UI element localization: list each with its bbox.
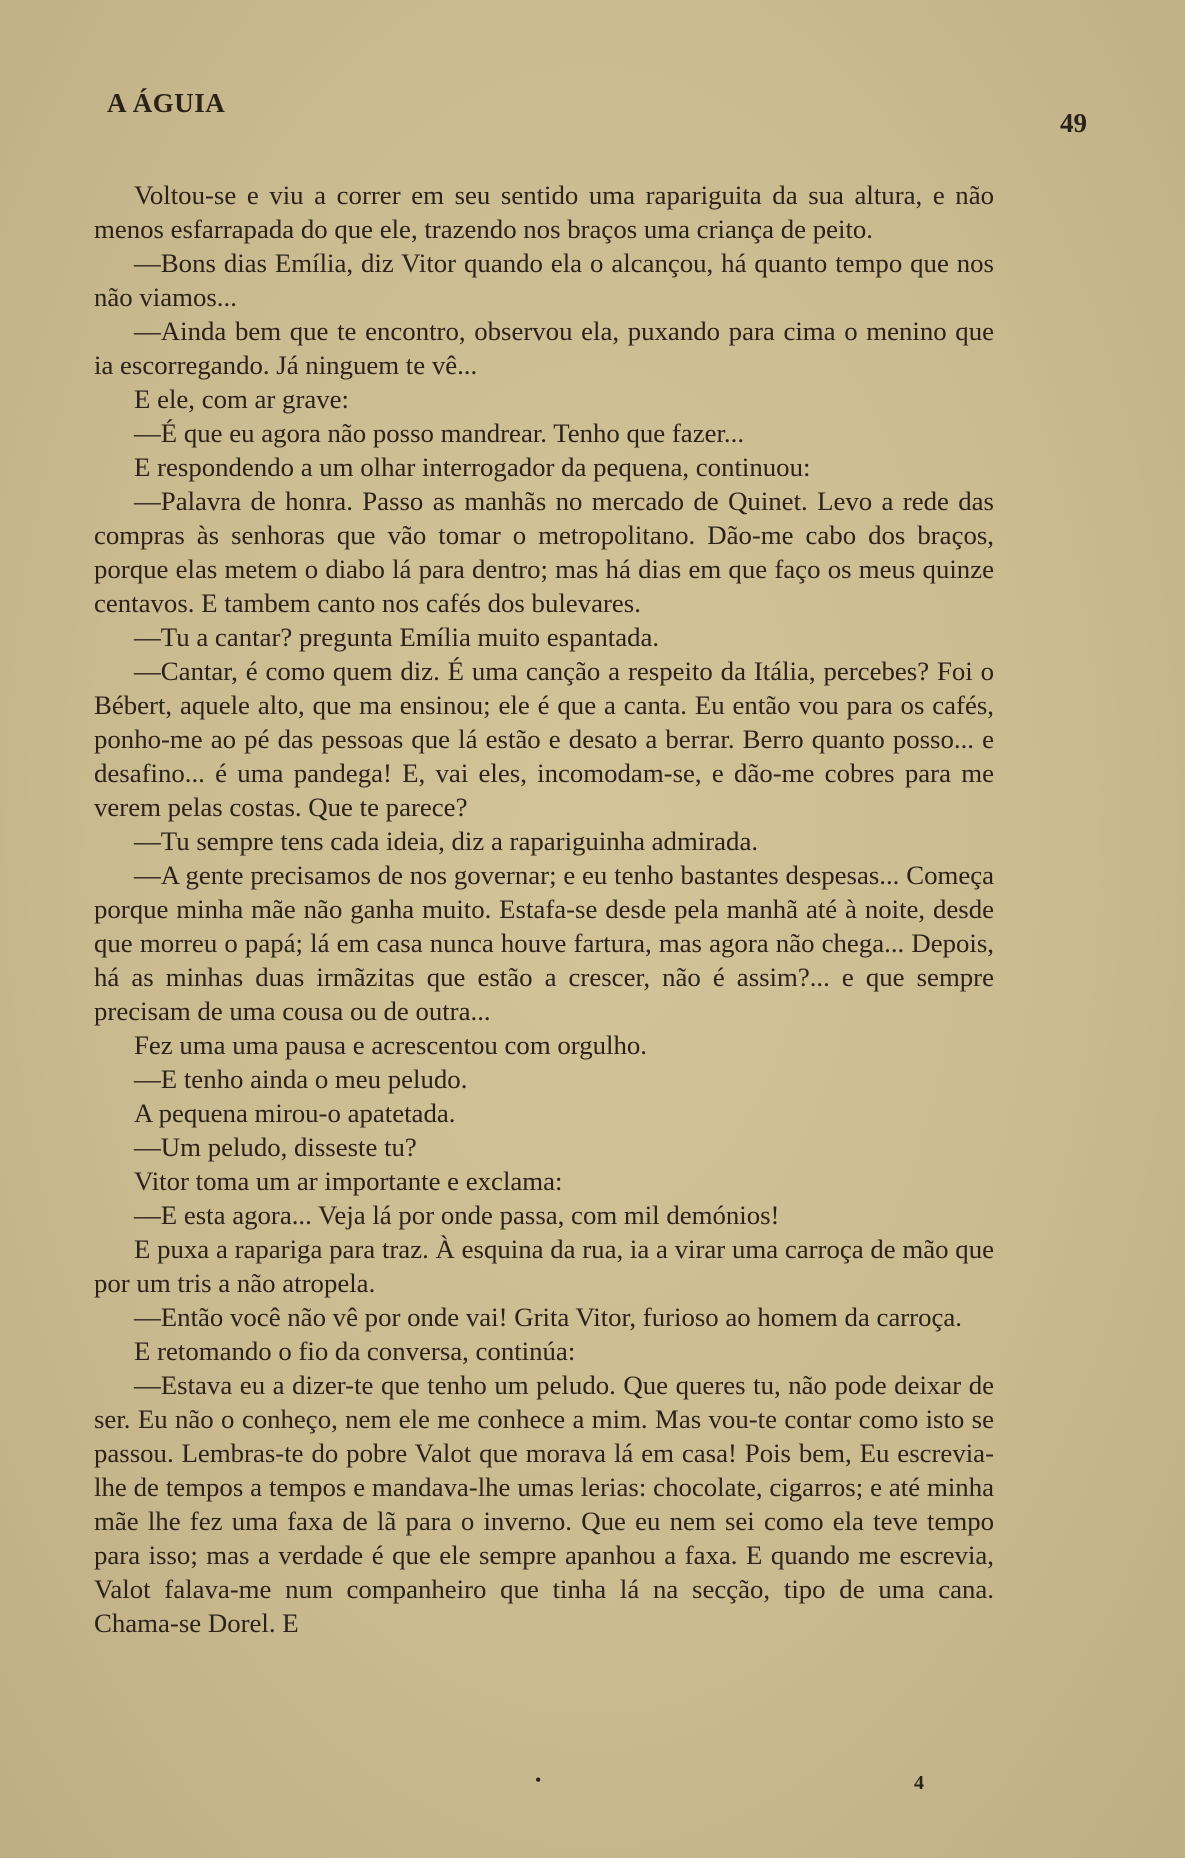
paragraph: —Um peludo, disseste tu? (134, 1132, 417, 1162)
running-title: A ÁGUIA (107, 88, 226, 118)
paragraph: Vitor toma um ar importante e exclama: (134, 1166, 563, 1196)
signature-mark: 4 (914, 1772, 924, 1794)
paragraph: —A gente precisamos de nos governar; e eu tenho bastantes despesas... Começa porque minha mãe não ganha muito. Estafa-se desde pela manhã até à noite, desde que morreu o papá; lá em casa nunca houve fartura, mas agora não chega... Depois, há as minhas duas irmãzitas que estão a crescer, não é assim?... e que sempre precisam de uma cousa ou de outra... (94, 860, 994, 1026)
footer-bullet: • (535, 1770, 542, 1790)
paragraph: E respondendo a um olhar interrogador da pequena, continuou: (134, 452, 811, 482)
body-text (94, 178, 994, 1640)
paragraph: —Tu a cantar? pregunta Emília muito espantada. (134, 622, 660, 652)
paragraph: —Cantar, é como quem diz. É uma canção a respeito da Itália, percebes? Foi o Bébert, aquele alto, que ma ensinou; ele é que a canta. Eu então vou para os cafés, ponho-me ao pé das pessoas que lá estão e desato a berrar. Berro quanto posso... e desafino... é uma pandega! E, vai eles, incomodam-se, e dão-me cobres para me verem pelas costas. Que te parece? (94, 656, 994, 822)
page-number: 49 (1060, 108, 1087, 138)
paragraph: A pequena mirou-o apatetada. (134, 1098, 456, 1128)
paragraph: —Palavra de honra. Passo as manhãs no mercado de Quinet. Levo a rede das compras às senhoras que vão tomar o metropolitano. Dão-me cabo dos braços, porque elas metem o diabo lá para dentro; mas há dias em que faço os meus quinze centavos. E tambem canto nos cafés dos bulevares. (94, 486, 994, 618)
paragraph: —Tu sempre tens cada ideia, diz a rapariguinha admirada. (134, 826, 759, 856)
paragraph: —Bons dias Emília, diz Vitor quando ela o alcançou, há quanto tempo que nos não viamos... (94, 248, 994, 312)
paragraph: E ele, com ar grave: (134, 384, 350, 414)
paragraph: Fez uma uma pausa e acrescentou com orgulho. (134, 1030, 647, 1060)
paragraph: —Ainda bem que te encontro, observou ela, puxando para cima o menino que ia escorregando. Já ninguem te vê... (94, 316, 994, 380)
page-footer (0, 1770, 1185, 1800)
paragraph: E retomando o fio da conversa, continúa: (134, 1336, 576, 1366)
page-header (107, 88, 1087, 138)
paragraph: —Então você não vê por onde vai! Grita Vitor, furioso ao homem da carroça. (134, 1302, 962, 1332)
paragraph: Voltou-se e viu a correr em seu sentido uma rapariguita da sua altura, e não menos esfarrapada do que ele, trazendo nos braços uma criança de peito. (94, 180, 994, 244)
paragraph: —É que eu agora não posso mandrear. Tenho que fazer... (134, 418, 745, 448)
paragraph: —E esta agora... Veja lá por onde passa, com mil demónios! (134, 1200, 780, 1230)
paragraph: —E tenho ainda o meu peludo. (134, 1064, 468, 1094)
paragraph: E puxa a rapariga para traz. À esquina da rua, ia a virar uma carroça de mão que por um tris a não atropela. (94, 1234, 994, 1298)
paragraph: —Estava eu a dizer-te que tenho um peludo. Que queres tu, não pode deixar de ser. Eu não o conheço, nem ele me conhece a mim. Mas vou-te contar como isto se passou. Lembras-te do pobre Valot que morava lá em casa! Pois bem, Eu escrevia-lhe de tempos a tempos e mandava-lhe umas lerias: chocolate, cigarros; e até minha mãe lhe fez uma faxa de lã para o inverno. Que eu nem sei como ela teve tempo para isso; mas a verdade é que ele sempre apanhou a faxa. E quando me escrevia, Valot falava-me num companheiro que tinha lá na secção, tipo de uma cana. Chama-se Dorel. E (94, 1370, 994, 1638)
